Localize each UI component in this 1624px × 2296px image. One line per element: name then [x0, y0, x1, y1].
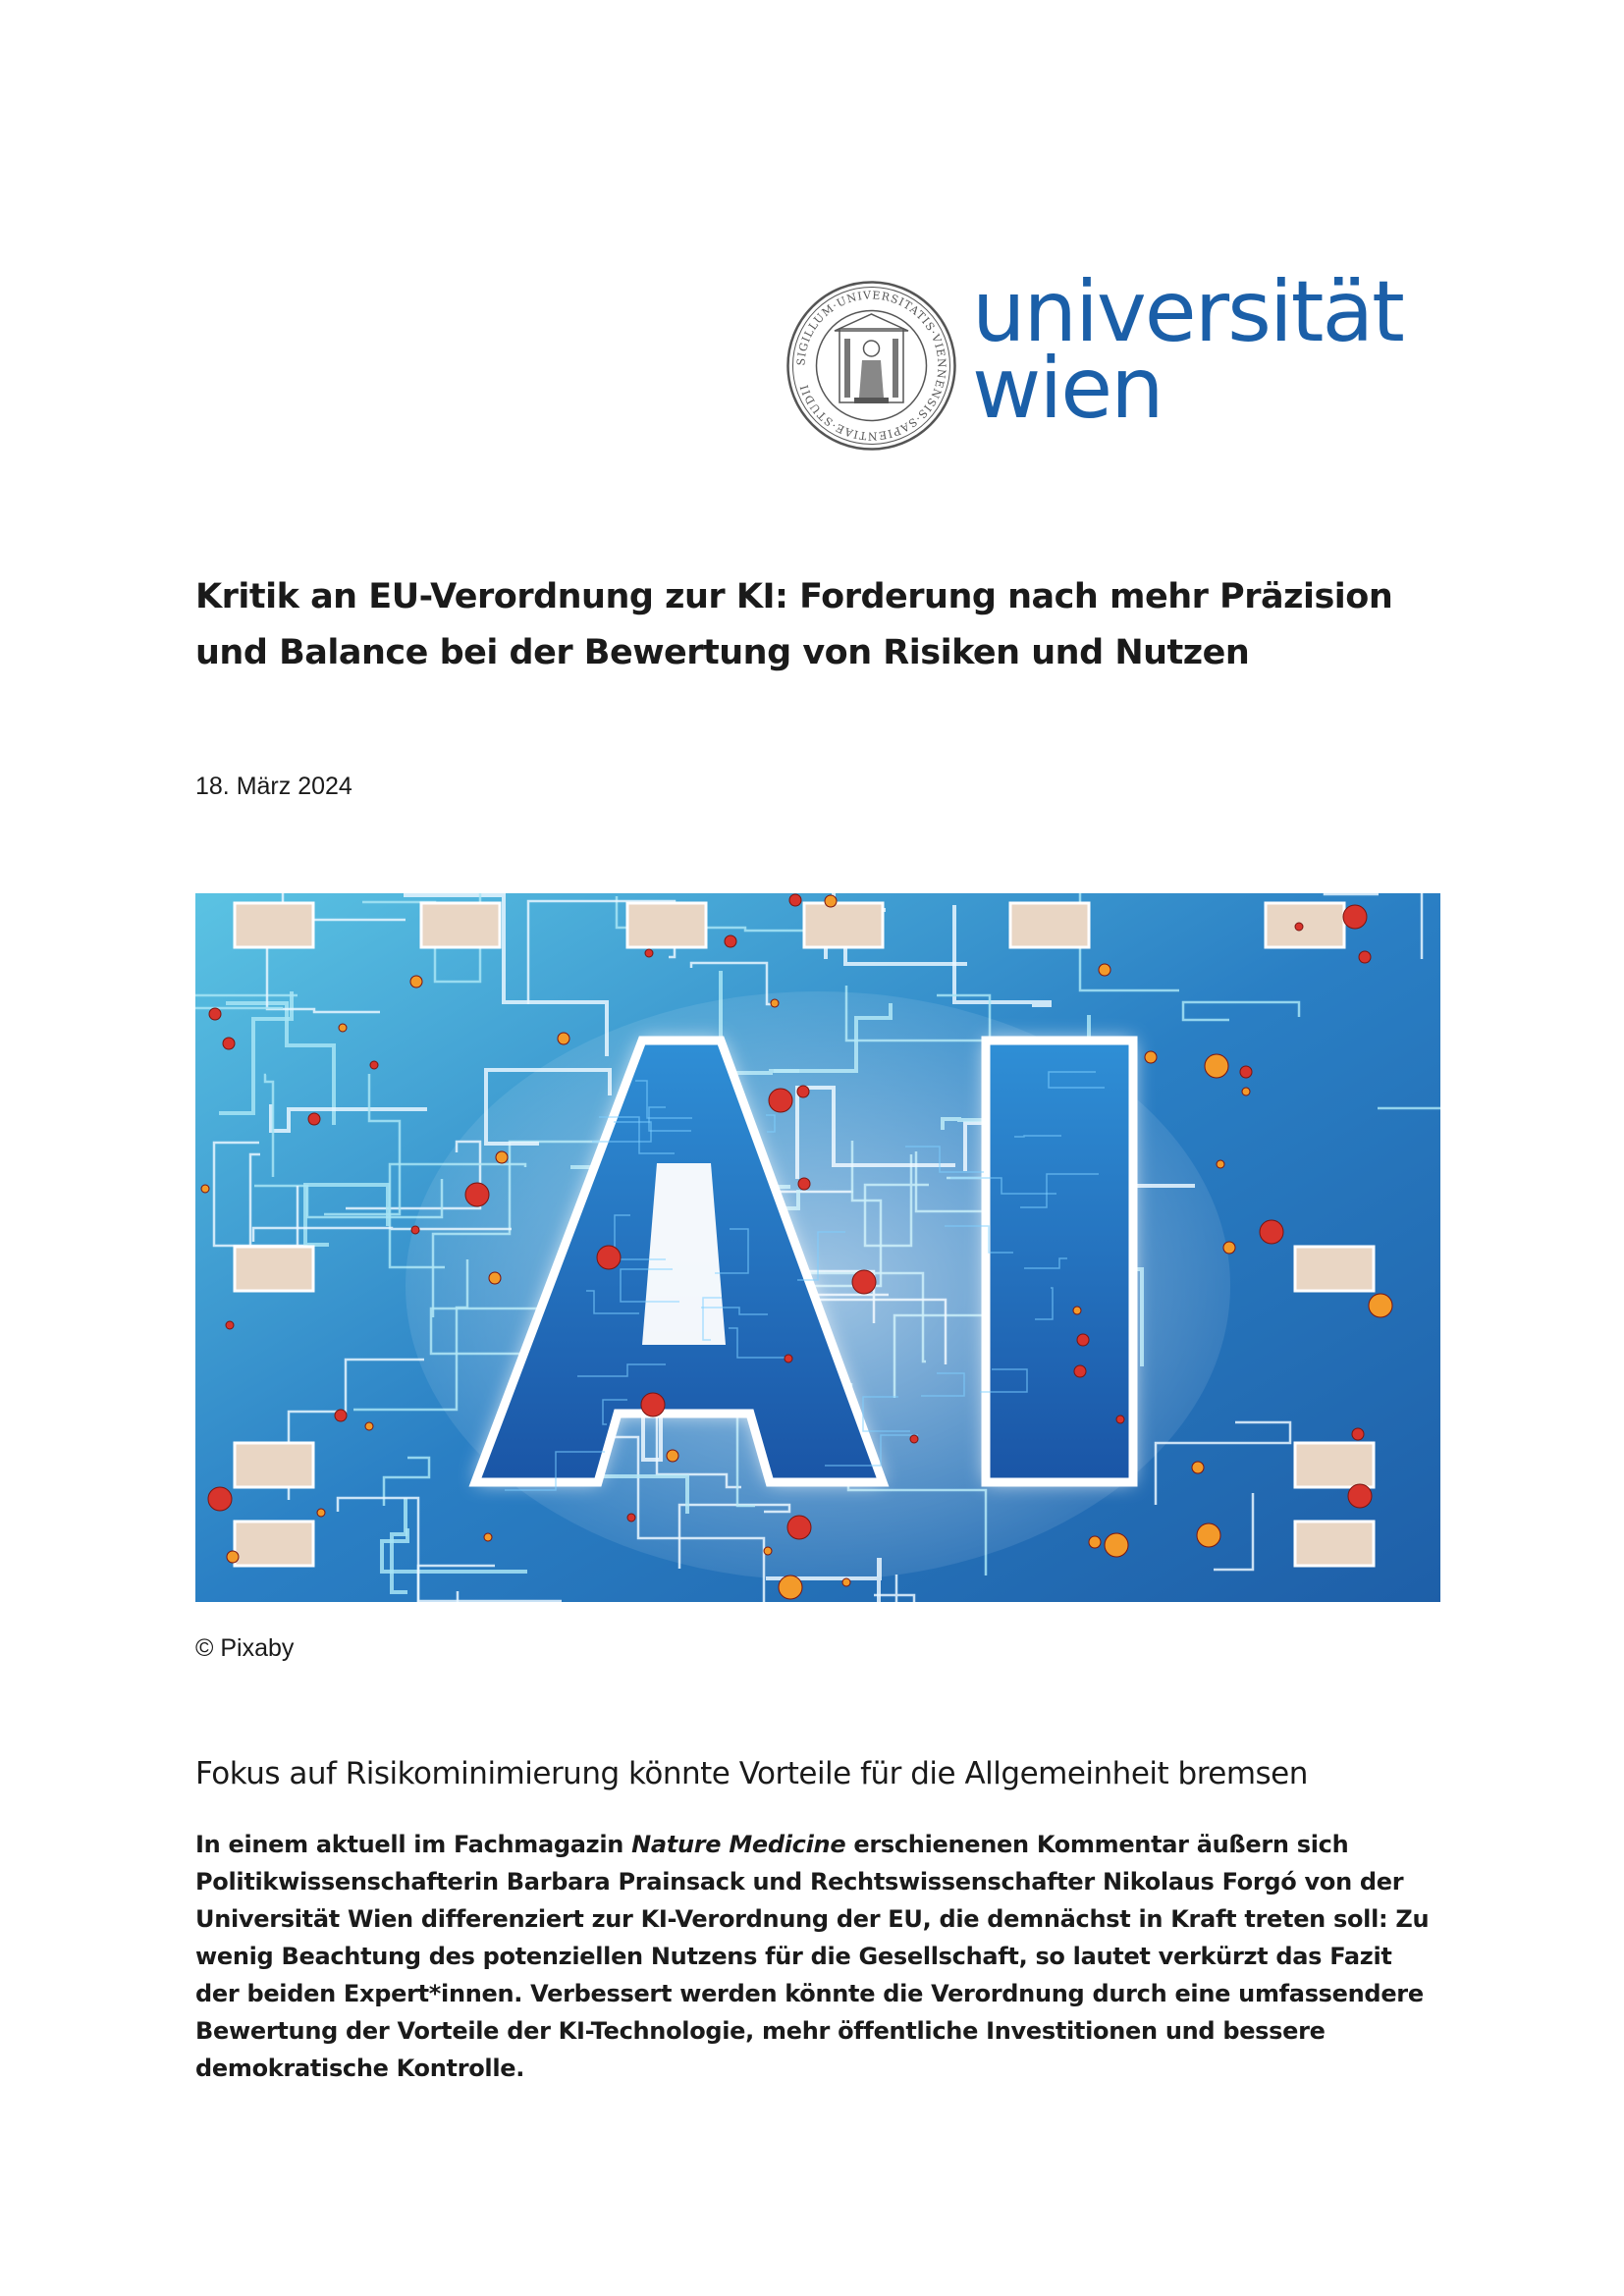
circuit-node	[725, 935, 736, 947]
circuit-node	[489, 1272, 501, 1284]
circuit-node	[1348, 1484, 1372, 1508]
article-date: 18. März 2024	[195, 773, 352, 800]
circuit-node	[335, 1410, 347, 1421]
circuit-node	[852, 1270, 876, 1294]
lead-text-part-2: erschienenen Kommentar äußern sich Politikwissenschafterin Barbara Prainsack und Rechtswissenschafter Nikolaus Forgó von der Universität Wien differenziert zur KI-Verordnung der EU, die demnächst in Kraft treten soll: Zu wenig Beachtung des potenziellen Nutzens für die Gesellschaft, so lautet verkürzt das Fazit der beiden Expert*innen. Verbessert werden könnte die Verordnung durch eine umfassendere Bewertung der Vorteile der KI-Technologie, mehr öffentliche Investitionen und bessere demokratische Kontrolle.	[195, 1831, 1430, 2082]
circuit-node	[1145, 1051, 1157, 1063]
wordmark-line-2: wien	[972, 340, 1163, 438]
university-logo	[785, 263, 1404, 452]
circuit-node	[208, 1487, 232, 1511]
ai-circuit-illustration	[195, 893, 1440, 1602]
circuit-node	[308, 1113, 320, 1125]
circuit-node	[1217, 1160, 1224, 1168]
circuit-node	[201, 1185, 209, 1193]
circuit-node	[627, 1514, 635, 1522]
circuit-node	[667, 1450, 678, 1462]
circuit-node	[798, 1178, 810, 1190]
circuit-chip	[627, 903, 706, 947]
circuit-chip	[1266, 903, 1344, 947]
article-lead	[195, 1826, 1442, 2087]
circuit-node	[771, 999, 779, 1007]
seal-text: SIGILLUM·UNIVERSITATIS·VIENNENSIS·SAPIENTIAE·STUDII	[794, 289, 948, 443]
circuit-node	[1343, 905, 1367, 929]
circuit-node	[1105, 1533, 1128, 1557]
circuit-node	[842, 1578, 850, 1586]
circuit-chip	[235, 1443, 313, 1487]
circuit-node	[1197, 1523, 1220, 1547]
circuit-node	[370, 1061, 378, 1069]
circuit-node	[797, 1086, 809, 1097]
circuit-chip	[1295, 1247, 1374, 1291]
university-seal-icon	[785, 280, 957, 452]
circuit-node	[317, 1509, 325, 1517]
circuit-node	[558, 1033, 569, 1044]
circuit-node	[1369, 1294, 1392, 1317]
circuit-node	[484, 1533, 492, 1541]
article-subtitle: Fokus auf Risikominimierung könnte Vorteile für die Allgemeinheit bremsen	[195, 1756, 1308, 1791]
hero-image	[195, 893, 1440, 1602]
university-wordmark	[972, 263, 1403, 438]
circuit-chip	[1295, 1443, 1374, 1487]
circuit-node	[645, 949, 653, 957]
circuit-node	[1242, 1088, 1250, 1095]
circuit-node	[339, 1024, 347, 1032]
circuit-node	[785, 1355, 792, 1362]
circuit-chip	[235, 903, 313, 947]
circuit-chip	[235, 1522, 313, 1566]
circuit-chip	[1010, 903, 1089, 947]
circuit-node	[779, 1575, 802, 1599]
circuit-node	[410, 976, 422, 988]
circuit-node	[1077, 1334, 1089, 1346]
circuit-node	[227, 1551, 239, 1563]
circuit-node	[1260, 1220, 1283, 1244]
circuit-node	[209, 1008, 221, 1020]
circuit-node	[465, 1183, 489, 1206]
circuit-node	[365, 1422, 373, 1430]
article-title: Kritik an EU-Verordnung zur KI: Forderung nach mehr Präzision und Balance bei der Bewertung von Risiken und Nutzen	[195, 577, 1393, 672]
circuit-node	[789, 894, 801, 906]
circuit-node	[597, 1246, 621, 1269]
circuit-chip	[804, 903, 883, 947]
circuit-node	[1192, 1462, 1204, 1473]
circuit-chip	[421, 903, 500, 947]
lead-text-part-1: In einem aktuell im Fachmagazin	[195, 1831, 632, 1858]
circuit-node	[1099, 964, 1110, 976]
circuit-node	[226, 1321, 234, 1329]
circuit-node	[764, 1547, 772, 1555]
circuit-node	[1074, 1365, 1086, 1377]
circuit-node	[1223, 1242, 1235, 1254]
circuit-node	[1089, 1536, 1101, 1548]
circuit-node	[1240, 1066, 1252, 1078]
image-credit: © Pixaby	[195, 1634, 295, 1662]
circuit-node	[787, 1516, 811, 1539]
circuit-node	[910, 1435, 918, 1443]
circuit-node	[223, 1038, 235, 1049]
circuit-node	[641, 1393, 665, 1416]
circuit-node	[1295, 923, 1303, 931]
circuit-chip	[1295, 1522, 1374, 1566]
circuit-node	[1073, 1307, 1081, 1314]
circuit-node	[411, 1226, 419, 1234]
circuit-node	[1116, 1415, 1124, 1423]
circuit-chip	[235, 1247, 313, 1291]
circuit-node	[1359, 951, 1371, 963]
wordmark-line-1: universität	[972, 263, 1403, 361]
journal-name: Nature Medicine	[631, 1831, 846, 1858]
circuit-node	[496, 1151, 508, 1163]
circuit-node	[769, 1089, 792, 1112]
circuit-node	[1205, 1054, 1228, 1078]
circuit-node	[1352, 1428, 1364, 1440]
circuit-node	[825, 895, 837, 907]
